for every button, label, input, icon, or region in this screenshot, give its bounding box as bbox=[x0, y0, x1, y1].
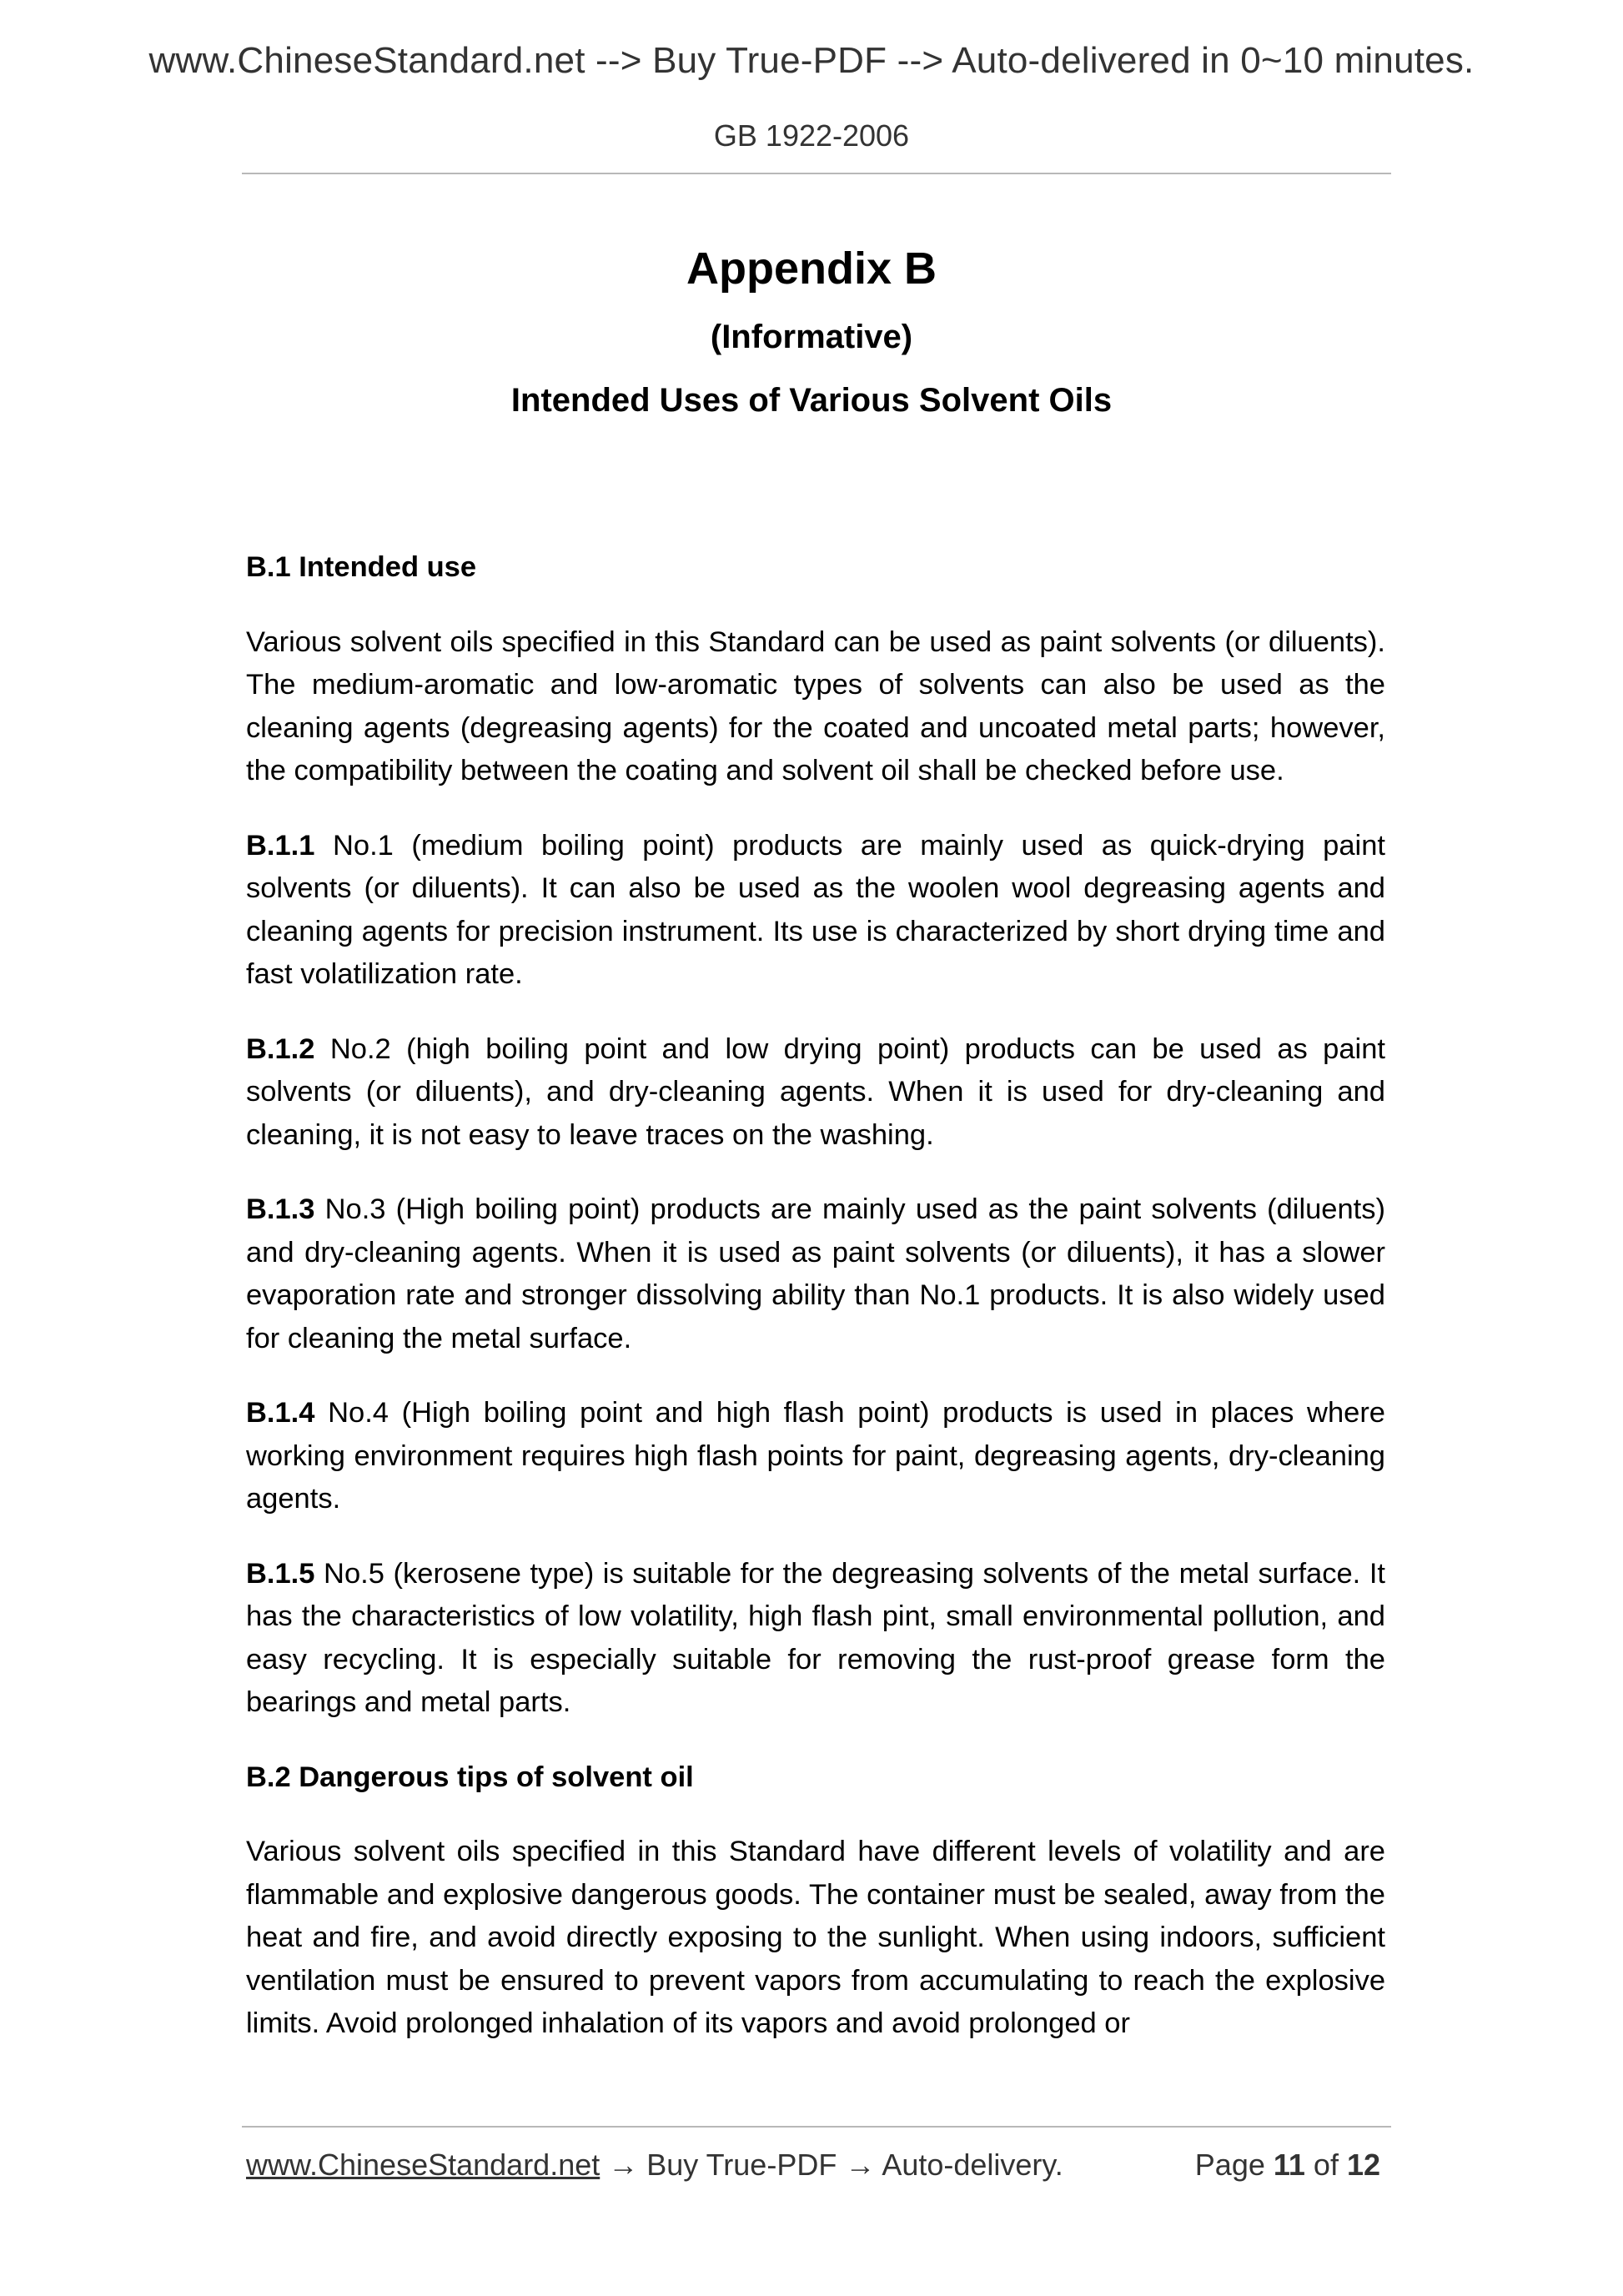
page-number bbox=[1195, 2148, 1380, 2183]
paragraph-b1-5 bbox=[246, 1553, 1385, 1725]
appendix-subtitle: (Informative) bbox=[710, 319, 913, 355]
clause-number-b1-2: B.1.2 bbox=[246, 1032, 315, 1065]
footer-divider bbox=[242, 2126, 1391, 2128]
page-total: 12 bbox=[1346, 2148, 1380, 2182]
footer-site-link[interactable]: www.ChineseStandard.net bbox=[246, 2148, 600, 2182]
document-body bbox=[246, 546, 1385, 2046]
appendix-title: Appendix B bbox=[686, 244, 937, 294]
paragraph-b1-1 bbox=[246, 825, 1385, 997]
page-label: Page bbox=[1194, 2148, 1274, 2182]
paragraph-b2: Various solvent oils specified in this Standard have different levels of volatility and are flammable and explosive dangerous goods. The container must be sealed, away from the heat and fire, and avoid directly exposing to the sunlight. When using indoors, sufficient ventilation must be ensured to prevent vapors from accumulating to reach the explosive limits. Avoid prolonged inhalation of its vapors and avoid prolonged or bbox=[246, 1836, 1385, 2039]
clause-number-b1-3: B.1.3 bbox=[246, 1193, 315, 1225]
paragraph-b1: Various solvent oils specified in this Standard can be used as paint solvents (or diluents). The medium-aromatic and low-aromatic types of solvents can also be used as the cleaning agents (degreasing agents) for the coated and uncoated metal parts; however, the compatibility between the coating and solvent oil shall be checked before use. bbox=[246, 625, 1385, 786]
clause-text-b1-2: No.2 (high boiling point and low drying point) products can be used as paint solvents (or diluents), and dry-cleaning agents. When it is used for dry-cleaning and cleaning, it is not easy to leave traces on the washing. bbox=[246, 1032, 1385, 1151]
document-title: Intended Uses of Various Solvent Oils bbox=[510, 382, 1113, 419]
paragraph-b1-4 bbox=[246, 1392, 1385, 1521]
header-divider bbox=[242, 173, 1391, 174]
paragraph-b1-3 bbox=[246, 1188, 1385, 1360]
clause-text-b1-5: No.5 (kerosene type) is suitable for the degreasing solvents of the metal surface. It has the characteristics of low volatility, high flash pint, small environmental pollution, and easy recycling. It is especially suitable for removing the rust-proof grease form the bearings and metal parts. bbox=[246, 1557, 1385, 1718]
footer-delivery bbox=[246, 2148, 1063, 2183]
clause-number-b1-1: B.1.1 bbox=[246, 829, 315, 862]
paragraph-b1-2 bbox=[246, 1028, 1385, 1158]
clause-text-b1-1: No.1 (medium boiling point) products are mainly used as quick-drying paint solvents (or diluents). It can also be used as the woolen wool degreasing agents and cleaning agents for precision instrument. Its use is characterized by short drying time and fast volatilization rate. bbox=[246, 829, 1385, 990]
section-heading-b1: B.1 Intended use bbox=[246, 551, 477, 583]
clause-number-b1-4: B.1.4 bbox=[246, 1397, 315, 1429]
title-block bbox=[0, 240, 1623, 422]
clause-text-b1-3: No.3 (High boiling point) products are mainly used as the paint solvents (diluents) and dry-cleaning agents. When it is used as paint solvents (or diluents), it has a slower evaporation rate and stronger dissolving ability than No.1 products. It is also widely used for cleaning the metal surface. bbox=[246, 1193, 1385, 1354]
clause-text-b1-4: No.4 (High boiling point and high flash point) products is used in places where working environment requires high flash points for paint, degreasing agents, dry-cleaning agents. bbox=[246, 1397, 1385, 1515]
section-heading-b2: B.2 Dangerous tips of solvent oil bbox=[246, 1761, 694, 1793]
clause-number-b1-5: B.1.5 bbox=[246, 1557, 315, 1590]
page-of: of bbox=[1304, 2148, 1347, 2182]
page-current: 11 bbox=[1273, 2148, 1305, 2182]
top-banner: www.ChineseStandard.net --> Buy True-PDF --> Auto-delivered in 0~10 minutes. bbox=[148, 40, 1475, 81]
footer-delivery-text: → Buy True-PDF → Auto-delivery. bbox=[600, 2148, 1063, 2182]
standard-code: GB 1922-2006 bbox=[713, 118, 910, 153]
